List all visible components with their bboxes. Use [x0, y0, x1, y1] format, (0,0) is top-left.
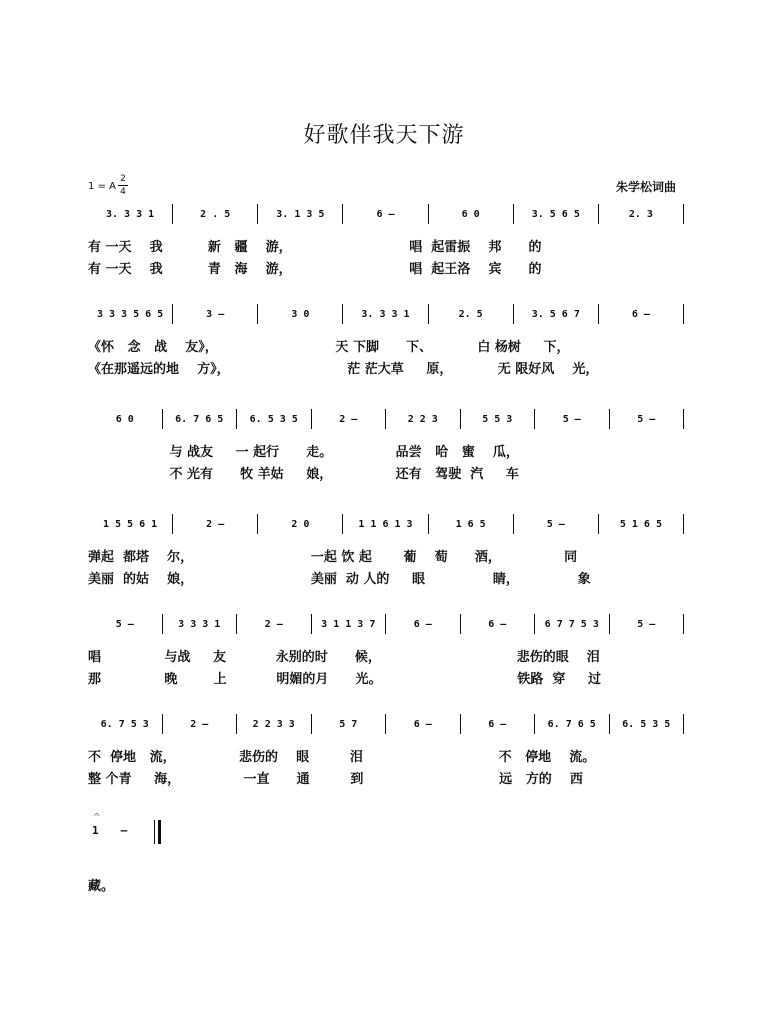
measure	[237, 614, 312, 634]
measure-notes: 3. 3 3 1	[361, 309, 410, 320]
lyric-line-v2: 美丽 的姑 娘， 美丽 动 人的 眼 睛， 象	[88, 572, 591, 587]
measure	[535, 614, 610, 634]
measure-notes: 1 5 5 6 1	[102, 519, 158, 530]
measure	[237, 714, 312, 734]
measure	[163, 409, 238, 429]
lyric-line-v1: 弹起 都塔 尔， 一起 饮 起 葡 萄 酒， 同	[88, 550, 578, 565]
measure-notes: 3 1 1 3 7	[321, 619, 376, 630]
measure-notes: 6 0	[115, 414, 134, 425]
measure-notes: 2 2 3 3	[252, 719, 295, 730]
score-system	[88, 300, 684, 396]
measure-notes: 5 –	[562, 414, 581, 425]
measure	[429, 514, 514, 534]
measure	[535, 409, 610, 429]
measure-notes: 3 0	[291, 309, 310, 320]
score-system	[88, 610, 684, 706]
measure-notes: 6 7 7 5 3	[544, 619, 599, 630]
measure	[343, 514, 428, 534]
measure	[173, 514, 258, 534]
measure	[88, 304, 173, 324]
measure-notes: 3. 3 3 1	[105, 209, 155, 220]
measure	[237, 409, 312, 429]
measure-notes: 6. 7 5 3	[100, 719, 149, 730]
measure-notes: 5 –	[115, 619, 134, 630]
measure	[386, 409, 461, 429]
measure-notes: 5 –	[637, 619, 656, 630]
measure	[258, 204, 343, 224]
lyric-line-v2: 《在那遥远的地 方》， 茫 茫大草 原， 无 限好风 光，	[88, 362, 599, 377]
final-note: 1	[92, 824, 99, 837]
measure-notes: 5 7	[339, 719, 358, 730]
lyric-line-v1: 唱 与战 友 永别的时 候， 悲伤的眼 泪	[88, 650, 600, 665]
lyric-line-v2: 整 个青 海， 一直 通 到 远 方的 西	[88, 772, 583, 787]
measure-notes: 1 1 6 1 3	[358, 519, 413, 530]
measure-notes: 6 –	[631, 309, 650, 320]
meter-top: 2	[120, 174, 126, 184]
measure	[312, 409, 387, 429]
measure	[429, 304, 514, 324]
lyric-line-v1: 不 停地 流， 悲伤的 眼 泪 不 停地 流。	[88, 750, 596, 765]
measure-notes: 2 –	[190, 719, 209, 730]
lyric-line-v1: 《怀 念 战 友》， 天 下脚 下、 白 杨树 下，	[88, 340, 570, 355]
measure	[163, 614, 238, 634]
measure-notes: 2. 3	[628, 209, 653, 220]
measure-notes: 2 0	[291, 519, 310, 530]
notation-line	[88, 510, 684, 536]
measure-notes: 6. 7 6 5	[175, 414, 224, 425]
lyric-line-v1: 有 一天 我 新 疆 游， 唱 起雷振 邦 的	[88, 240, 542, 255]
notation-line	[88, 710, 684, 736]
measure-notes: 6. 5 3 5	[249, 414, 298, 425]
measure-notes: 2 –	[339, 414, 358, 425]
lyric-line-v2: 不 光有 牧 羊姑 娘， 还有 驾驶 汽 车	[88, 467, 519, 482]
composer-credit: 朱学松词曲	[615, 180, 676, 194]
measure	[88, 514, 173, 534]
measure	[461, 714, 536, 734]
measure	[88, 204, 173, 224]
measure	[461, 614, 536, 634]
notation-line	[88, 200, 684, 226]
measure-notes: 6. 5 3 5	[622, 719, 671, 730]
measure-notes: 6. 7 6 5	[547, 719, 596, 730]
final-barline-thin	[154, 820, 155, 844]
measure	[599, 514, 684, 534]
time-signature	[118, 174, 128, 197]
meter-bottom: 4	[120, 187, 126, 197]
measure	[88, 714, 163, 734]
measure	[312, 714, 387, 734]
measure	[514, 204, 599, 224]
measure-notes: 6 –	[488, 619, 507, 630]
measure	[258, 514, 343, 534]
score-system	[88, 405, 684, 501]
measure	[514, 304, 599, 324]
measure	[88, 409, 163, 429]
fermata-icon: 𝄐	[94, 810, 100, 821]
measure-notes: 1 6 5	[455, 519, 486, 530]
measure-notes: 5 5 3	[482, 414, 513, 425]
measure	[461, 409, 536, 429]
measure	[599, 304, 684, 324]
final-notes	[92, 824, 174, 837]
score-title: 好歌伴我天下游	[303, 123, 465, 148]
measure	[599, 204, 684, 224]
lyric-line-v2: 有 一天 我 青 海 游， 唱 起王洛 宾 的	[88, 262, 542, 277]
lyric-line-v2: 那 晚 上 明媚的月 光。 铁路 穿 过	[88, 672, 601, 687]
measure-notes: 6 –	[413, 619, 432, 630]
measure	[610, 714, 685, 734]
measure	[258, 304, 343, 324]
notation-line	[88, 405, 684, 431]
measure-notes: 5 1 6 5	[619, 519, 662, 530]
measure-notes: 6 0	[461, 209, 480, 220]
measure-notes: 6 –	[488, 719, 507, 730]
measure-notes: 6 –	[413, 719, 432, 730]
measure-notes: 3. 5 6 5	[531, 209, 580, 220]
measure	[343, 304, 428, 324]
measure	[514, 514, 599, 534]
measure-notes: 3 –	[206, 309, 225, 320]
measure-notes: 2 –	[206, 519, 225, 530]
measure	[535, 714, 610, 734]
measure-notes: 3 3 3 1	[178, 619, 221, 630]
key-signature: 1 = A	[88, 181, 116, 192]
final-lyric: 藏。	[88, 879, 115, 894]
score-system	[88, 510, 684, 606]
measure	[610, 409, 685, 429]
measure	[386, 714, 461, 734]
measure	[610, 614, 685, 634]
measure	[173, 304, 258, 324]
measure-notes: 5 –	[637, 414, 656, 425]
notation-line	[88, 610, 684, 636]
measure	[163, 714, 238, 734]
measure-notes: 5 –	[546, 519, 565, 530]
score-system	[88, 200, 684, 296]
score-system	[88, 710, 684, 806]
final-dash: –	[120, 824, 128, 837]
lyric-line-v1: 与 战友 一 起行 走。 品尝 哈 蜜 瓜，	[88, 445, 519, 460]
measure-notes: 2. 5	[458, 309, 483, 320]
measure-notes: 6 –	[376, 209, 395, 220]
measure-notes: 2 . 5	[200, 209, 231, 220]
measure	[312, 614, 387, 634]
notation-line	[88, 300, 684, 326]
final-measure	[88, 810, 178, 850]
measure-notes: 2 2 3	[407, 414, 438, 425]
measure	[429, 204, 514, 224]
measure-notes: 3. 1 3 5	[276, 209, 325, 220]
final-barline-thick	[158, 820, 161, 844]
measure	[386, 614, 461, 634]
measure-notes: 3 3 3 5 6 5	[96, 309, 164, 320]
measure	[343, 204, 428, 224]
measure-notes: 3. 5 6 7	[531, 309, 580, 320]
measure	[88, 614, 163, 634]
measure	[173, 204, 258, 224]
measure-notes: 2 –	[264, 619, 283, 630]
